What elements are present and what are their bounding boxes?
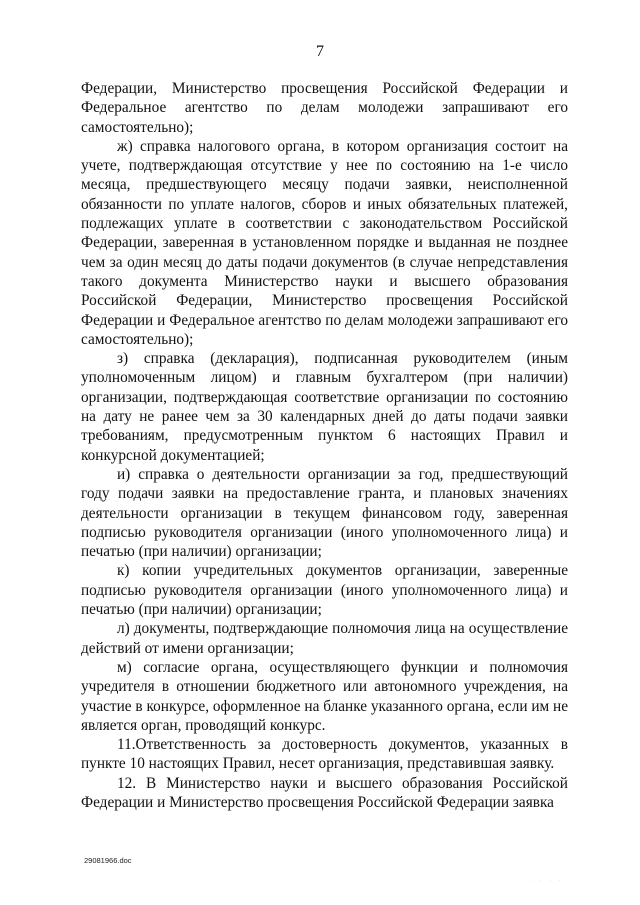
paragraph-item-i: и) справка о деятельности организации за год, предшествующий году подачи заявки на предоставление гранта, и плановых значениях деятельности организации в текущем финансовом году, заверенная подписью руководителя организации (иного уполномоченного лица) и печатью (при наличии) организации; [81,465,568,561]
footer-file-code: 29081966.doc [84,856,132,865]
paragraph-item-l: л) документы, подтверждающие полномочия лица на осуществление действий от имени организации; [81,620,568,657]
paragraph-item-z: з) справка (декларация), подписанная руководителем (иным уполномоченным лицом) и главным бухгалтером (при наличии) организации, подтверждающая соответствие организации по состоянию на дату не ранее чем за 30 календарных дней до даты подачи заявки требованиям, предусмотренным пунктом 6 настоящих Правил и конкурсной документацией; [81,350,568,464]
scan-artifact: · · · · [530,878,564,884]
paragraph-clause-12: 12. В Министерство науки и высшего образования Российской Федерации и Министерство просвещения Российской Федерации заявка [81,774,568,811]
paragraph-continuation: Федерации, Министерство просвещения Российской Федерации и Федеральное агентство по делам молодежи запрашивают его самостоятельно); [81,80,568,136]
paragraph-item-zh: ж) справка налогового органа, в котором организация состоит на учете, подтверждающая отсутствие у нее по состоянию на 1-е число месяца, предшествующего месяцу подачи заявки, неисполненной обязанности по уплате налогов, сборов и иных обязательных платежей, подлежащих уплате в соответствии с законодательством Российской Федерации, заверенная в установленном порядке и выданная не позднее чем за один месяц до даты подачи документов (в случае непредставления такого документа Министерство науки и высшего образования Российской Федерации, Министерство просвещения Российской Федерации и Федеральное агентство по делам молодежи запрашивают его самостоятельно); [81,137,568,348]
page-number: 7 [316,43,324,60]
paragraph-item-m: м) согласие органа, осуществляющего функции и полномочия учредителя в отношении бюджетного или автономного учреждения, на участие в конкурсе, оформленное на бланке указанного органа, если им не является орган, проводящий конкурс. [81,658,569,734]
paragraph-item-k: к) копии учредительных документов организации, заверенные подписью руководителя организации (иного уполномоченного лица) и печатью (при наличии) организации; [81,562,568,619]
paragraph-clause-11: 11.Ответственность за достоверность документов, указанных в пункте 10 настоящих Правил, несет организация, представившая заявку. [81,736,568,773]
document-body [81,79,568,812]
